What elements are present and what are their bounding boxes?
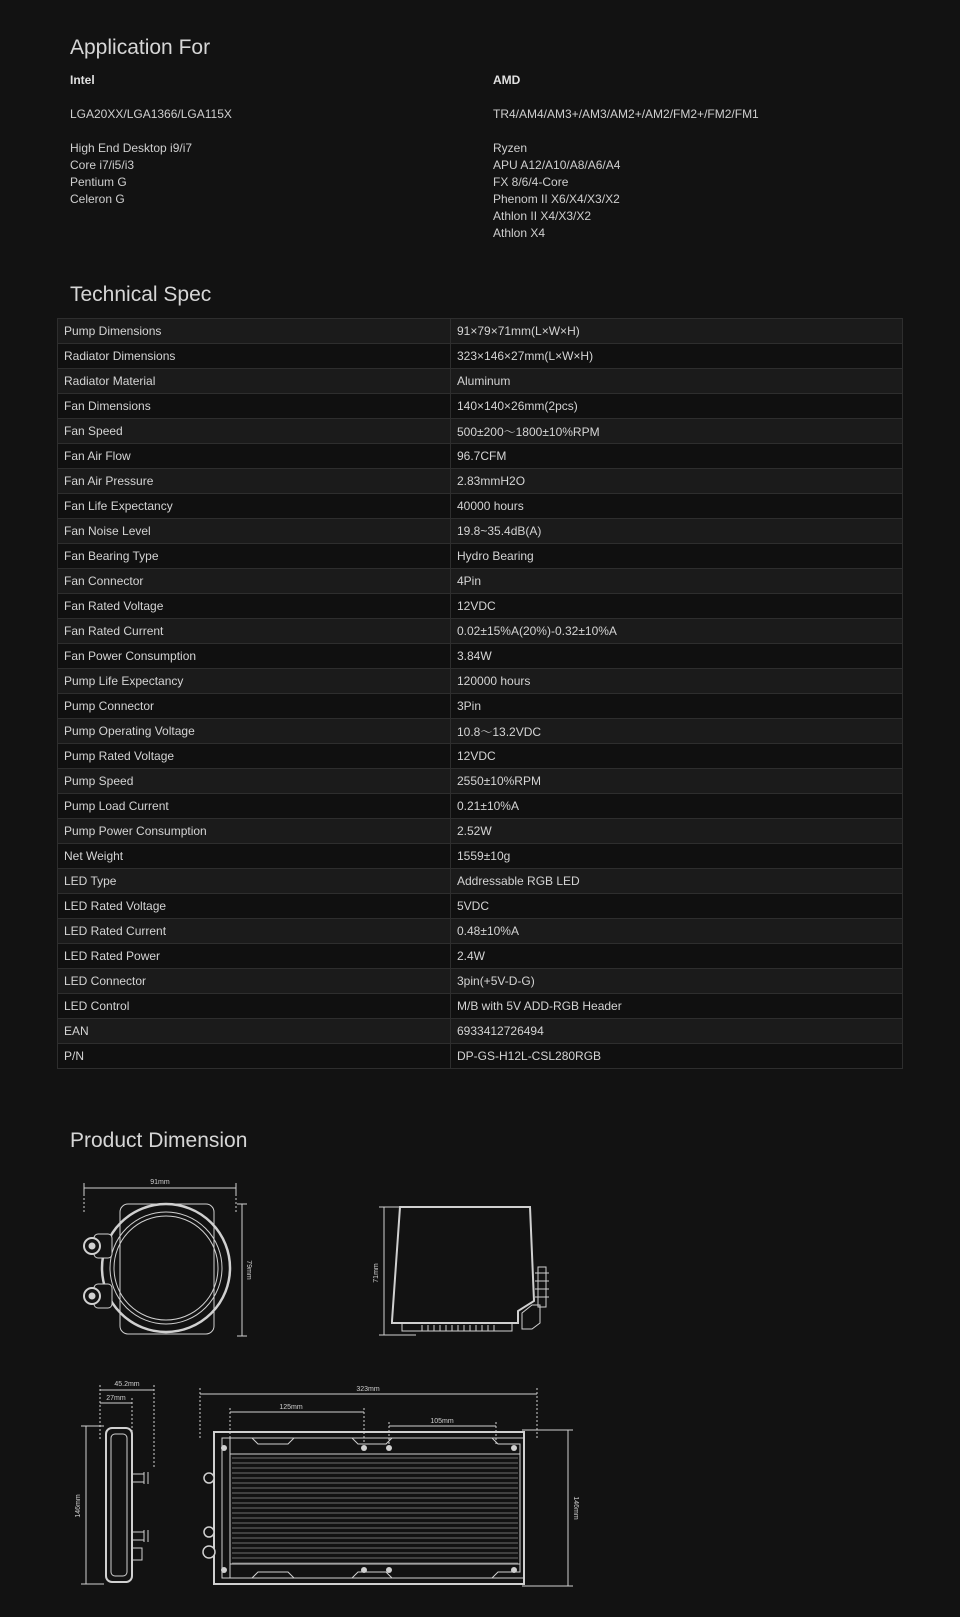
- amd-processor: Athlon X4: [493, 226, 546, 240]
- spec-row: [58, 919, 903, 944]
- spec-key: P/N: [58, 1044, 451, 1069]
- intel-processor: Celeron G: [70, 192, 125, 206]
- spec-key: Radiator Dimensions: [58, 344, 451, 369]
- spec-row: [58, 419, 903, 444]
- spec-row: [58, 569, 903, 594]
- spec-row: [58, 494, 903, 519]
- spec-key: Fan Noise Level: [58, 519, 451, 544]
- spec-value: 6933412726494: [451, 1019, 903, 1044]
- spec-value: 500±200～1800±10%RPM: [451, 419, 903, 444]
- amd-column: [493, 72, 853, 242]
- spec-value: 2.83mmH2O: [451, 469, 903, 494]
- spec-row: [58, 369, 903, 394]
- amd-processor: FX 8/6/4-Core: [493, 175, 569, 189]
- spec-key: Pump Rated Voltage: [58, 744, 451, 769]
- pump-top-drawing: [78, 1174, 253, 1342]
- radiator-side-drawing: [70, 1378, 160, 1588]
- application-title: Application For: [70, 36, 211, 59]
- spec-row: [58, 944, 903, 969]
- intel-column: [70, 72, 430, 208]
- hole-spacing2-label: 105mm: [430, 1418, 454, 1425]
- hole-spacing-label: 125mm: [279, 1404, 303, 1411]
- amd-processor: Athlon II X4/X3/X2: [493, 209, 592, 223]
- spec-value: 120000 hours: [451, 669, 903, 694]
- amd-heading: AMD: [493, 73, 521, 87]
- spec-key: Pump Operating Voltage: [58, 719, 451, 744]
- spec-key: LED Type: [58, 869, 451, 894]
- spec-row: [58, 844, 903, 869]
- intel-heading: Intel: [70, 73, 95, 87]
- spec-row: [58, 594, 903, 619]
- intel-processor: High End Desktop i9/i7: [70, 141, 193, 155]
- spec-row: [58, 719, 903, 744]
- radiator-front-drawing: [192, 1380, 582, 1590]
- intel-processor-list: [70, 140, 430, 208]
- spec-key: Net Weight: [58, 844, 451, 869]
- spec-row: [58, 869, 903, 894]
- radiator-front-height-label: 146mm: [572, 1496, 579, 1520]
- spec-value: M/B with 5V ADD-RGB Header: [451, 994, 903, 1019]
- spec-table: [57, 318, 903, 1069]
- spec-key: LED Rated Current: [58, 919, 451, 944]
- spec-row: [58, 519, 903, 544]
- spec-value: 0.48±10%A: [451, 919, 903, 944]
- spec-key: Pump Connector: [58, 694, 451, 719]
- spec-row: [58, 794, 903, 819]
- spec-value: 1559±10g: [451, 844, 903, 869]
- amd-sockets: TR4/AM4/AM3+/AM3/AM2+/AM2/FM2+/FM2/FM1: [493, 107, 759, 121]
- spec-key: EAN: [58, 1019, 451, 1044]
- spec-row: [58, 769, 903, 794]
- spec-value: 323×146×27mm(L×W×H): [451, 344, 903, 369]
- spec-value: DP-GS-H12L-CSL280RGB: [451, 1044, 903, 1069]
- spec-row: [58, 319, 903, 344]
- spec-key: LED Connector: [58, 969, 451, 994]
- radiator-thickness-total-label: 45.2mm: [114, 1381, 140, 1388]
- spec-value: 3.84W: [451, 644, 903, 669]
- spec-row: [58, 444, 903, 469]
- spec-key: Fan Dimensions: [58, 394, 451, 419]
- spec-key: Fan Air Flow: [58, 444, 451, 469]
- spec-key: Radiator Material: [58, 369, 451, 394]
- spec-value: 96.7CFM: [451, 444, 903, 469]
- spec-value: Addressable RGB LED: [451, 869, 903, 894]
- spec-key: LED Control: [58, 994, 451, 1019]
- dimension-title: Product Dimension: [70, 1129, 248, 1152]
- spec-value: 3pin(+5V-D-G): [451, 969, 903, 994]
- spec-row: [58, 344, 903, 369]
- spec-row: [58, 894, 903, 919]
- radiator-length-label: 323mm: [356, 1386, 380, 1393]
- spec-row: [58, 694, 903, 719]
- spec-row: [58, 544, 903, 569]
- spec-key: LED Rated Voltage: [58, 894, 451, 919]
- radiator-thickness-label: 27mm: [106, 1395, 126, 1402]
- spec-value: 10.8～13.2VDC: [451, 719, 903, 744]
- spec-key: Pump Dimensions: [58, 319, 451, 344]
- spec-row: [58, 744, 903, 769]
- spec-value: 19.8~35.4dB(A): [451, 519, 903, 544]
- spec-value: Hydro Bearing: [451, 544, 903, 569]
- spec-key: Fan Life Expectancy: [58, 494, 451, 519]
- spec-value: 2.52W: [451, 819, 903, 844]
- pump-side-drawing: [372, 1195, 572, 1340]
- spec-key: Fan Rated Voltage: [58, 594, 451, 619]
- spec-row: [58, 394, 903, 419]
- pump-depth-label: 79mm: [245, 1260, 252, 1280]
- spec-title: Technical Spec: [70, 283, 212, 306]
- spec-value: 91×79×71mm(L×W×H): [451, 319, 903, 344]
- spec-row: [58, 1044, 903, 1069]
- spec-value: 140×140×26mm(2pcs): [451, 394, 903, 419]
- amd-processor: Ryzen: [493, 141, 528, 155]
- spec-key: Pump Speed: [58, 769, 451, 794]
- spec-value: 0.02±15%A(20%)-0.32±10%A: [451, 619, 903, 644]
- spec-row: [58, 669, 903, 694]
- spec-key: Fan Rated Current: [58, 619, 451, 644]
- spec-value: 2550±10%RPM: [451, 769, 903, 794]
- spec-key: Fan Bearing Type: [58, 544, 451, 569]
- spec-value: 12VDC: [451, 744, 903, 769]
- spec-row: [58, 1019, 903, 1044]
- spec-key: Fan Speed: [58, 419, 451, 444]
- amd-processor: APU A12/A10/A8/A6/A4: [493, 158, 621, 172]
- spec-row: [58, 819, 903, 844]
- spec-key: Pump Life Expectancy: [58, 669, 451, 694]
- spec-value: 4Pin: [451, 569, 903, 594]
- spec-value: Aluminum: [451, 369, 903, 394]
- spec-value: 5VDC: [451, 894, 903, 919]
- spec-value: 0.21±10%A: [451, 794, 903, 819]
- amd-processor: Phenom II X6/X4/X3/X2: [493, 192, 620, 206]
- pump-height-label: 71mm: [373, 1263, 380, 1283]
- spec-key: LED Rated Power: [58, 944, 451, 969]
- intel-processor: Core i7/i5/i3: [70, 158, 135, 172]
- spec-row: [58, 969, 903, 994]
- pump-width-label: 91mm: [150, 1179, 170, 1186]
- spec-value: 2.4W: [451, 944, 903, 969]
- spec-row: [58, 644, 903, 669]
- amd-processor-list: [493, 140, 853, 242]
- spec-value: 12VDC: [451, 594, 903, 619]
- spec-key: Fan Connector: [58, 569, 451, 594]
- intel-sockets: LGA20XX/LGA1366/LGA115X: [70, 107, 232, 121]
- spec-row: [58, 994, 903, 1019]
- spec-value: 40000 hours: [451, 494, 903, 519]
- spec-row: [58, 619, 903, 644]
- spec-key: Fan Power Consumption: [58, 644, 451, 669]
- spec-key: Pump Load Current: [58, 794, 451, 819]
- spec-key: Fan Air Pressure: [58, 469, 451, 494]
- spec-row: [58, 469, 903, 494]
- intel-processor: Pentium G: [70, 175, 127, 189]
- radiator-side-height-label: 146mm: [75, 1494, 82, 1518]
- spec-value: 3Pin: [451, 694, 903, 719]
- spec-key: Pump Power Consumption: [58, 819, 451, 844]
